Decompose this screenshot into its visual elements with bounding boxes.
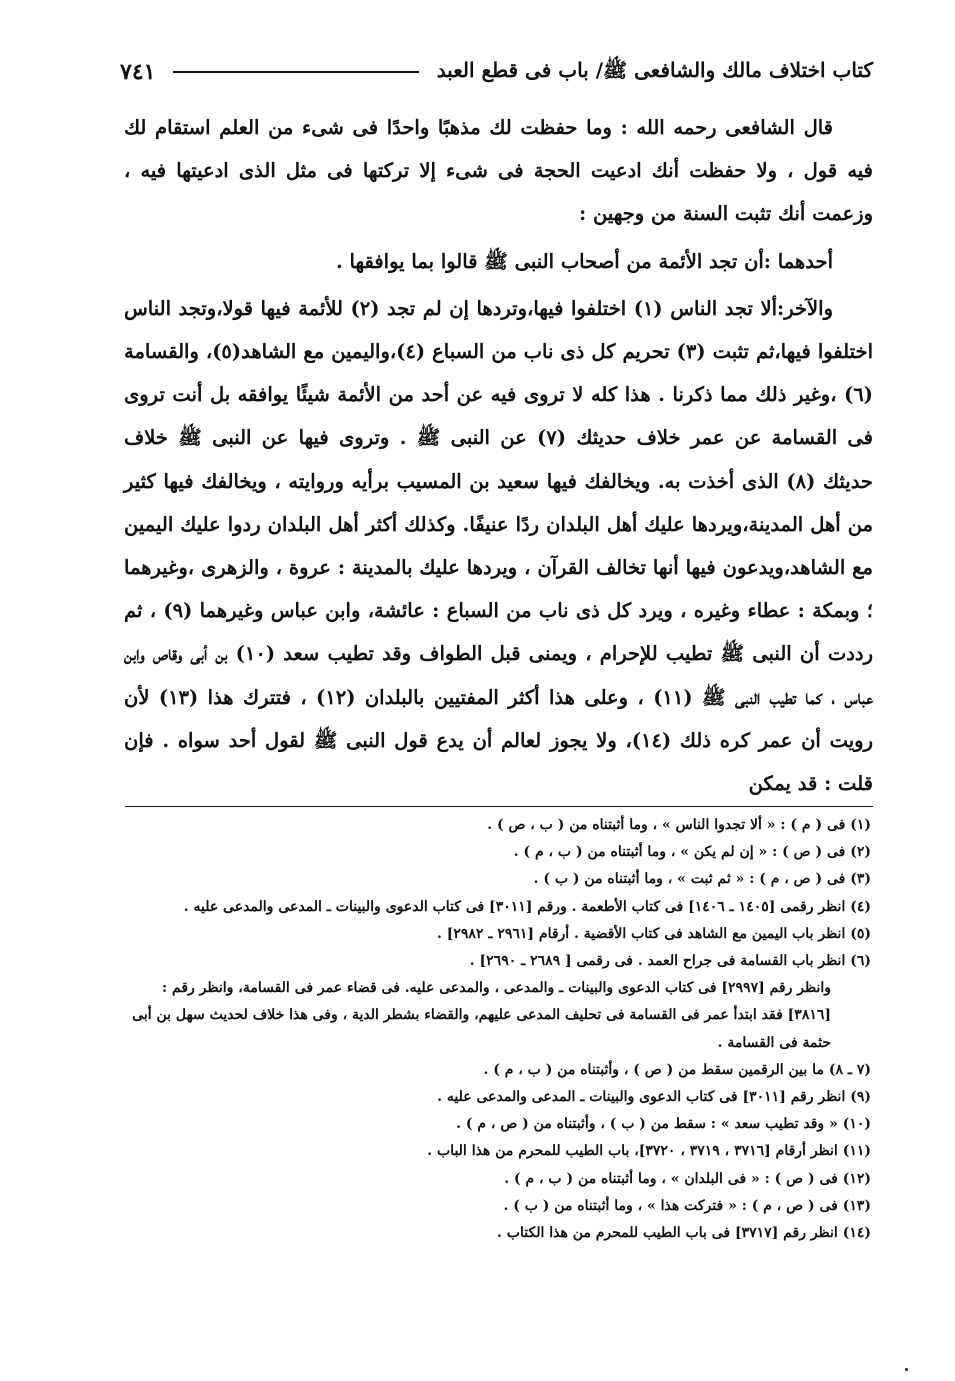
- running-title: كتاب اختلاف مالك والشافعى ﷺ/ باب فى قطع العبد: [436, 57, 873, 82]
- page-number: ٧٤١: [120, 59, 156, 85]
- footnotes: [118, 812, 871, 1247]
- footnote: (١١) انظر أرقام [٣٧١٦ ، ٣٧١٩ ، ٣٧٢٠]، باب الطيب للمحرم من هذا الباب .: [427, 1143, 871, 1160]
- page-header: [120, 54, 873, 90]
- footnote: (١٠) « وقد تطيب سعد » : سقط من ( ب ) ، وأثبتناه من ( ص ، م ) .: [456, 1116, 871, 1133]
- footnote: (٦) انظر باب القسامة فى جراح العمد . فى رقمى [ ٢٦٨٩ ـ ٢٦٩٠] .: [469, 953, 871, 970]
- paragraph: قال الشافعى رحمه الله : وما حفظت لك مذهبًا واحدًا فى شىء من العلم استقام لك فيه قول ، ولا حفظت أنك ادعيت الحجة فى شىء إلا تركتها فى مثل الذى ادعيتها فيه ، وزعمت أنك تثبت السنة من وجهين :: [124, 116, 874, 226]
- footnote: (١٣) فى ( ص ، م ) : « فتركت هذا » ، وما أثبتناه من ( ب ) .: [503, 1197, 871, 1214]
- footnote: (٥) انظر باب اليمين مع الشاهد فى كتاب الأقضية . أرقام [٢٩٦١ ـ ٢٩٨٢] .: [437, 925, 871, 942]
- footnote: (٤) انظر رقمى [١٤٠٥ ـ ١٤٠٦] فى كتاب الأطعمة . ورقم [٣٠١١] فى كتاب الدعوى والبينات ـ المدعى والمدعى عليه .: [183, 898, 871, 915]
- header-rule: [173, 71, 418, 73]
- footnote-divider: [125, 806, 873, 807]
- paragraph: أحدهما :أن تجد الأئمة من أصحاب النبى ﷺ قالوا بما يوافقها .: [335, 249, 833, 273]
- footnote: (١) فى ( م ) : « ألا تجدوا الناس » ، وما أثبتناه من ( ب ، ص ) .: [487, 817, 871, 833]
- main-text: [124, 106, 873, 805]
- scan-speck: [905, 1368, 908, 1371]
- footnote: (٣) فى ( ص ، م ) : « ثم ثبت » ، وما أثبتناه من ( ب ) .: [533, 871, 871, 888]
- footnote-continuation: وانظر رقم [٢٩٩٧] فى كتاب الدعوى والبينات ـ والمدعى ، والمدعى عليه. فى قضاء عمر فى القسامة، وانظر رقم : [٣٨١٦] فقد ابتدأ عمر فى القسامة فى تحليف المدعى عليهم، والقضاء بشطر الدية ، وفى هذا خلاف لحديث سهل بن أبى حثمة فى القسامة .: [132, 980, 831, 1051]
- paragraph: والآخر:ألا تجد الناس (١) اختلفوا فيها،وتردها إن لم تجد (٢) للأئمة فيها قولا،وتجد الناس اختلفوا فيها،ثم تثبت (٣) تحريم كل ذى ناب من السباع (٤)،واليمين مع الشاهد(٥)، والقسامة (٦) ،وغير ذلك مما ذكرنا . هذا كله لا تروى فيه عن أحد من الأئمة شيئًا يوافقه بل أنت تروى فى القسامة عن عمر خلاف حديثك (٧) عن النبى ﷺ . وتروى فيها عن النبى ﷺ خلاف حديثك (٨) الذى أخذت به. ويخالفك فيها سعيد بن المسيب برأيه وروايته ، ويخالفك فيها كثير من أهل المدينة،ويردها عليك أهل البلدان ردًا عنيفًا. وكذلك أكثر أهل البلدان ردوا عليك اليمين مع الشاهد،ويدعون فيها أنها تخالف القرآن ، ويردها عليك بالمدينة : عروة ، والزهرى ،وغيرهما ؛ وبمكة : عطاء وغيره ، ويرد كل ذى ناب من السباع : عائشة، وابن عباس وغيرهما (٩) ، ثم رددت أن النبى ﷺ تطيب للإحرام ، ويمنى قبل الطواف وقد تطيب سعد (١٠) بن أبى وقاص وابن عباس ، كما تطيب النبى ﷺ (١١) ، وعلى هذا أكثر المفتيين بالبلدان (١٢) ، فتترك هذا (١٣) لأن رويت أن عمر كره ذلك (١٤)، ولا يجوز لعالم أن يدع قول النبى ﷺ لقول أحد سواه . فإن قلت : قد يمكن: [124, 296, 873, 796]
- footnote: (٢) فى ( ص ) : « إن لم يكن » ، وما أثبتناه من ( ب ، م ) .: [513, 844, 871, 861]
- footnote: (٩) انظر رقم [٣٠١١] فى كتاب الدعوى والبينات ـ المدعى والمدعى عليه .: [437, 1089, 871, 1106]
- footnote: (١٤) انظر رقم [٣٧١٧] فى باب الطيب للمحرم من هذا الكتاب .: [497, 1225, 871, 1242]
- footnote: (١٢) فى ( ص ) : « فى البلدان » ، وما أثبتناه من ( ب ، م ) .: [504, 1170, 871, 1187]
- footnote: (٧ ـ ٨) ما بين الرقمين سقط من ( ص ) ، وأثبتناه من ( ب ، م ) .: [483, 1061, 871, 1078]
